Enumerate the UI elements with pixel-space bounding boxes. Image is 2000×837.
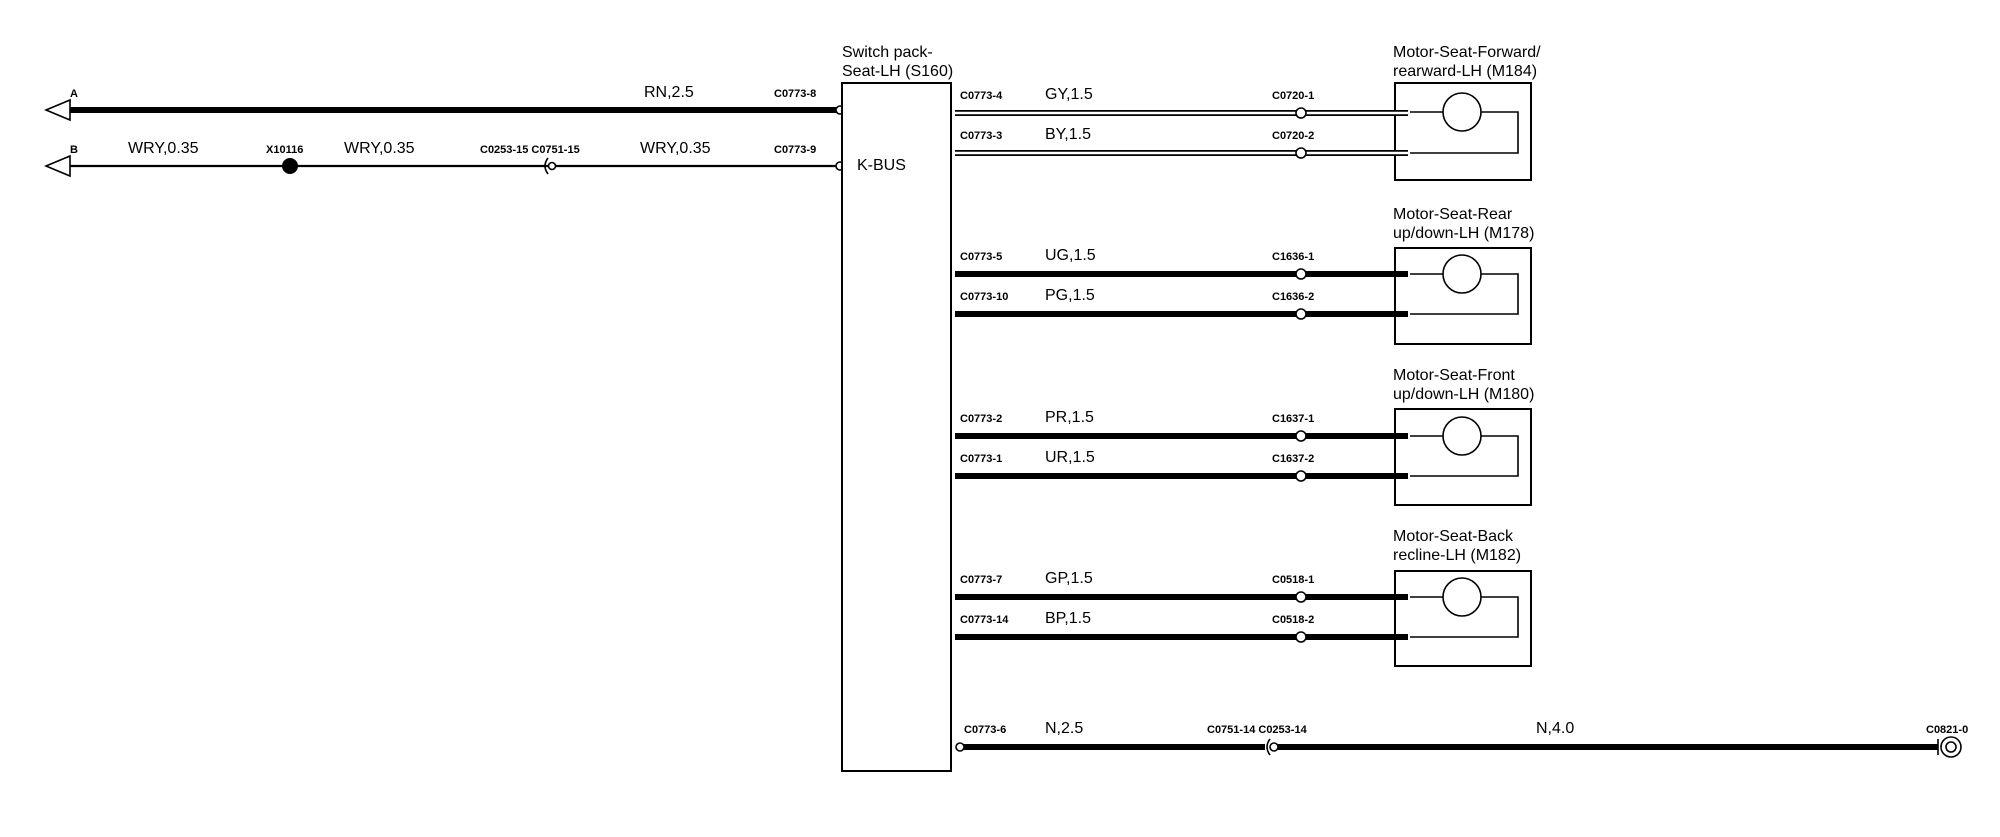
arrow-b-icon: [46, 156, 70, 176]
input-b-wire-label-2: WRY,0.35: [344, 140, 415, 157]
motor-3-title-line1: Motor-Seat-Front: [1393, 367, 1515, 384]
motor-2-wire-1-label: UG,1.5: [1045, 247, 1096, 264]
switch-pack-title-line2: Seat-LH (S160): [842, 63, 954, 80]
motor-4-title-line2: recline-LH (M182): [1393, 547, 1522, 564]
splice-label: X10116: [266, 144, 304, 156]
motor-3-wire-1-label: PR,1.5: [1045, 409, 1094, 426]
input-a-connector: C0773-8: [774, 88, 817, 100]
motor-3-wire-2-label: UR,1.5: [1045, 449, 1095, 466]
motor-2-icon: [1443, 255, 1481, 293]
motor-3-wire-1-pin: C0773-2: [960, 413, 1003, 425]
motor-4-wire-1-label: GP,1.5: [1045, 570, 1093, 587]
motor-2-wire-1-conn: C1636-1: [1272, 251, 1315, 263]
ground-pin: C0773-6: [964, 724, 1007, 736]
motor-2-title-line1: Motor-Seat-Rear: [1393, 206, 1513, 223]
motor-4-title-line1: Motor-Seat-Back: [1393, 528, 1514, 545]
motor-4-wire-2-pin: C0773-14: [960, 614, 1009, 626]
input-b-wire-label-1: WRY,0.35: [128, 140, 199, 157]
motor-2-title-line2: up/down-LH (M178): [1393, 225, 1535, 242]
motor-4-wire-2-label: BP,1.5: [1045, 610, 1091, 627]
motor-4-wire-1-conn: C0518-1: [1272, 574, 1315, 586]
ground-label-1: N,2.5: [1045, 720, 1084, 737]
motor-1-title-line1: Motor-Seat-Forward/: [1393, 44, 1541, 61]
ground-end-conn: C0821-0: [1926, 724, 1969, 736]
motor-3-wire-2-pin: C0773-1: [960, 453, 1003, 465]
motor-2-wire-2-pin: C0773-10: [960, 291, 1009, 303]
motor-group-2: [955, 206, 1534, 344]
motor-1-wire-1-label: GY,1.5: [1045, 86, 1093, 103]
arrow-a-icon: [46, 100, 70, 120]
input-b-wire-label-3: WRY,0.35: [640, 140, 711, 157]
motor-1-wire-2-conn: C0720-2: [1272, 130, 1315, 142]
input-b-letter: B: [70, 144, 78, 156]
motor-3-title-line2: up/down-LH (M180): [1393, 386, 1535, 403]
switch-pack-box: [842, 83, 951, 771]
switch-pack-title-line1: Switch pack-: [842, 44, 933, 61]
motor-1-wire-1-conn: C0720-1: [1272, 90, 1315, 102]
motor-1-wire-1-pin: C0773-4: [960, 90, 1003, 102]
motor-1-title-line2: rearward-LH (M184): [1393, 63, 1538, 80]
motor-4-wire-2-conn: C0518-2: [1272, 614, 1315, 626]
motor-1-wire-2-label: BY,1.5: [1045, 126, 1091, 143]
ground-label-2: N,4.0: [1536, 720, 1575, 737]
motor-1-wire-2-pin: C0773-3: [960, 130, 1003, 142]
motor-3-wire-2-conn: C1637-2: [1272, 453, 1315, 465]
motor-3-wire-1-conn: C1637-1: [1272, 413, 1315, 425]
motor-group-3: [955, 367, 1534, 505]
motor-1-icon: [1443, 93, 1481, 131]
motor-4-wire-1-pin: C0773-7: [960, 574, 1003, 586]
motor-2-wire-1-pin: C0773-5: [960, 251, 1003, 263]
ground-wire-group: [956, 720, 1968, 757]
splice-x10116-icon: [282, 158, 298, 174]
input-a-letter: A: [70, 88, 78, 100]
input-b-connector-pair: C0253-15 C0751-15: [480, 144, 580, 156]
ground-connector-pair: C0751-14 C0253-14: [1207, 724, 1307, 736]
motor-3-icon: [1443, 417, 1481, 455]
motor-4-icon: [1443, 578, 1481, 616]
motor-2-wire-2-conn: C1636-2: [1272, 291, 1315, 303]
input-b-connector: C0773-9: [774, 144, 817, 156]
motor-group-4: [955, 528, 1531, 666]
input-a-wire-label: RN,2.5: [644, 84, 694, 101]
motor-2-wire-2-label: PG,1.5: [1045, 287, 1095, 304]
switch-pack-bus-label: K-BUS: [857, 157, 906, 174]
motor-group-1: [955, 44, 1541, 180]
